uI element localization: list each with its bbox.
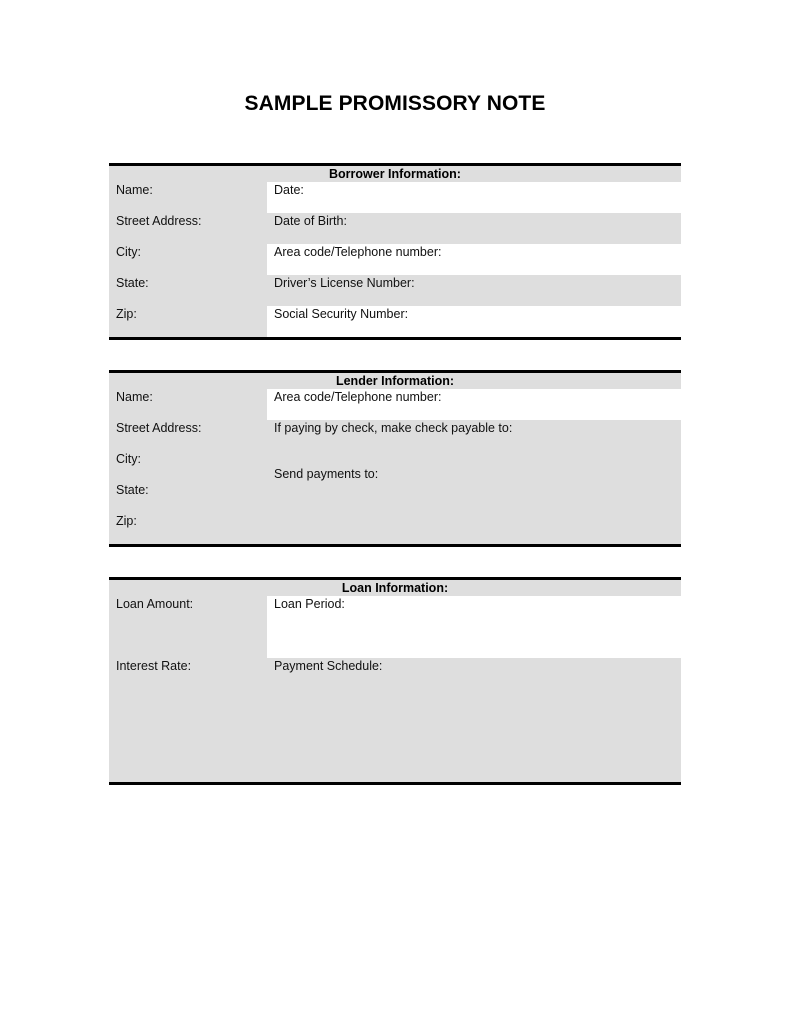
field-label: Send payments to: — [274, 467, 379, 481]
borrower-date-field[interactable] — [267, 182, 681, 213]
borrower-phone-field[interactable] — [267, 244, 681, 275]
field-label: If paying by check, make check payable to: — [274, 421, 513, 435]
borrower-zip-field[interactable] — [116, 306, 266, 337]
borrower-state-field[interactable] — [116, 275, 266, 306]
field-label: City: — [116, 452, 141, 466]
field-label: Area code/Telephone number: — [274, 390, 442, 404]
field-label: Driver’s License Number: — [274, 276, 415, 290]
loan-section — [109, 577, 681, 785]
borrower-dob-field[interactable] — [267, 213, 681, 244]
field-label: Name: — [116, 390, 153, 404]
lender-section — [109, 370, 681, 547]
field-label: Zip: — [116, 307, 137, 321]
borrower-license-field[interactable] — [267, 275, 681, 306]
lender-payable-to-field[interactable] — [267, 420, 681, 466]
field-label: Date: — [274, 183, 304, 197]
lender-state-field[interactable] — [116, 482, 266, 513]
field-label: Zip: — [116, 514, 137, 528]
page-title: SAMPLE PROMISSORY NOTE — [244, 92, 546, 115]
field-label: Social Security Number: — [274, 307, 409, 321]
interest-rate-field[interactable] — [116, 658, 266, 782]
field-label: Loan Amount: — [116, 597, 194, 611]
field-label: City: — [116, 245, 141, 259]
lender-street-field[interactable] — [116, 420, 266, 451]
lender-zip-field[interactable] — [116, 513, 266, 544]
lender-phone-field[interactable] — [267, 389, 681, 420]
payment-schedule-field[interactable] — [267, 658, 681, 782]
borrower-ssn-field[interactable] — [267, 306, 681, 337]
loan-period-field[interactable] — [267, 596, 681, 658]
field-label: Payment Schedule: — [274, 659, 383, 673]
field-label: State: — [116, 483, 149, 497]
field-label: Area code/Telephone number: — [274, 245, 442, 259]
lender-name-field[interactable] — [116, 389, 266, 420]
field-label: Name: — [116, 183, 153, 197]
lender-header: Lender Information: — [335, 374, 455, 388]
borrower-name-field[interactable] — [116, 182, 266, 213]
field-label: Interest Rate: — [116, 659, 192, 673]
field-label: Date of Birth: — [274, 214, 347, 228]
loan-header: Loan Information: — [341, 581, 449, 595]
borrower-section — [109, 163, 681, 340]
field-label: Street Address: — [116, 421, 202, 435]
borrower-city-field[interactable] — [116, 244, 266, 275]
borrower-header: Borrower Information: — [329, 167, 461, 181]
lender-send-payments-field[interactable] — [267, 466, 681, 544]
field-label: State: — [116, 276, 149, 290]
borrower-street-field[interactable] — [116, 213, 266, 244]
field-label: Street Address: — [116, 214, 202, 228]
loan-amount-field[interactable] — [116, 596, 266, 658]
field-label: Loan Period: — [274, 597, 345, 611]
lender-city-field[interactable] — [116, 451, 266, 482]
